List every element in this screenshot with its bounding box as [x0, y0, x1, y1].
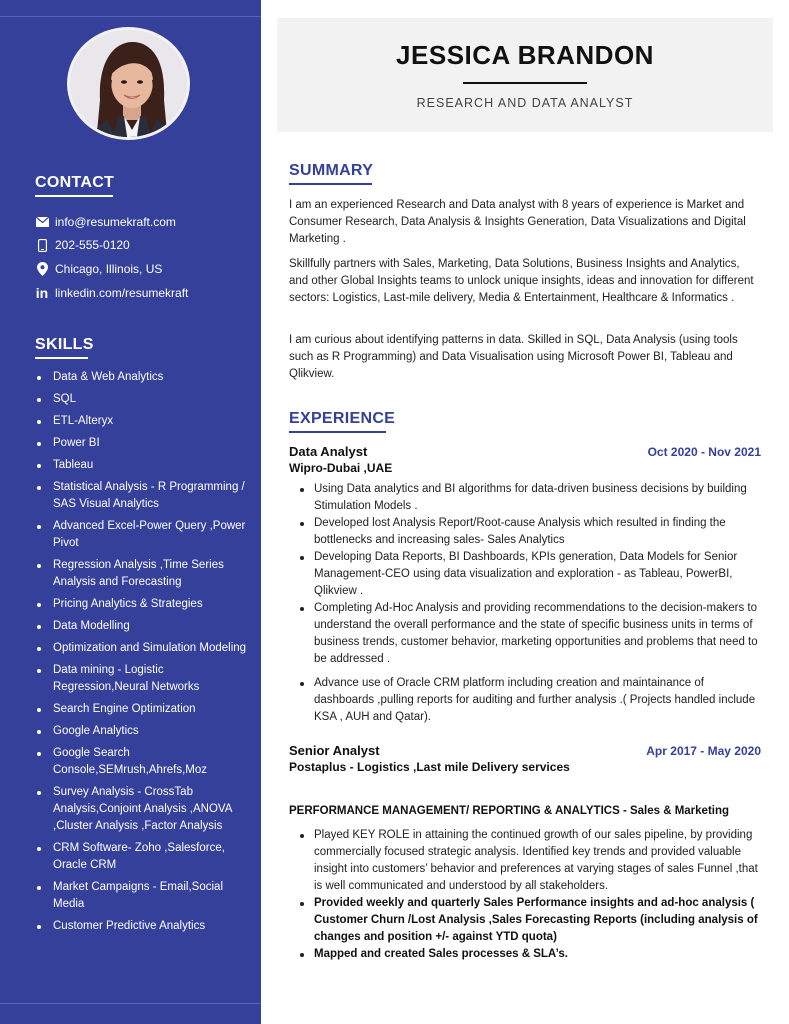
job-title: Senior Analyst [289, 743, 380, 758]
skill-item: Data & Web Analytics [35, 369, 250, 386]
skills-list [35, 369, 250, 940]
job-dates: Apr 2017 - May 2020 [646, 744, 761, 758]
job-dates: Oct 2020 - Nov 2021 [647, 445, 761, 459]
profile-photo [70, 30, 190, 140]
contact-email[interactable] [35, 214, 176, 230]
contact-phone-text: 202-555-0120 [55, 238, 130, 252]
resume-header [277, 18, 773, 132]
contact-location [35, 261, 162, 277]
skill-item: ETL-Alteryx [35, 413, 250, 430]
skill-item: Google Analytics [35, 723, 250, 740]
contact-linkedin[interactable] [35, 285, 188, 301]
contact-phone[interactable] [35, 237, 130, 253]
job-company: Postaplus - Logistics ,Last mile Delivery services [289, 760, 570, 774]
job-bullet: Mapped and created Sales processes & SLA’s. [314, 946, 764, 963]
linkedin-icon: in [35, 285, 49, 301]
job-subheading: PERFORMANCE MANAGEMENT/ REPORTING & ANALYTICS - Sales & Marketing [289, 805, 730, 817]
skills-heading-underline [35, 357, 88, 359]
phone-icon [35, 238, 49, 252]
skill-item: Survey Analysis - CrossTab Analysis,Conjoint Analysis ,ANOVA ,Cluster Analysis ,Factor Analysis [35, 784, 250, 835]
name-divider [463, 82, 587, 84]
contact-linkedin-text: linkedin.com/resumekraft [55, 286, 189, 300]
candidate-name: JESSICA BRANDON [396, 40, 654, 70]
sidebar-top-divider [0, 16, 261, 17]
experience-heading: EXPERIENCE [289, 410, 396, 427]
skill-item: Data mining - Logistic Regression,Neural Networks [35, 662, 250, 696]
job-bullets [314, 481, 764, 726]
contact-heading-underline [35, 195, 113, 197]
email-icon [35, 215, 49, 229]
contact-email-text: info@resumekraft.com [55, 215, 176, 229]
skill-item: Customer Predictive Analytics [35, 918, 250, 935]
skill-item: Tableau [35, 457, 250, 474]
job-bullets [314, 827, 764, 963]
skill-item: Optimization and Simulation Modeling [35, 640, 250, 657]
job-bullet: Played KEY ROLE in attaining the continued growth of our sales pipeline, by providing commercially focused strategic analysis. Identified key trends and provided valuable insight into customers’ behavior and preferences at varying stages of sales Funnel ,that is well communicated and understood by all stakeholders. [314, 827, 764, 895]
summary-paragraph: I am an experienced Research and Data analyst with 8 years of experience is Market and Consumer Research, Data Analysis & Insights Generation, Data Visualizations and Digital Marketing . [289, 199, 746, 245]
location-icon [35, 262, 49, 276]
skill-item: Regression Analysis ,Time Series Analysis and Forecasting [35, 557, 250, 591]
skills-heading: SKILLS [35, 336, 94, 353]
job-bullet: Developing Data Reports, BI Dashboards, KPIs generation, Data Models for Senior Management-CEO using data visualization and exploration - as Tableau, PowerBI, Qlikview . [314, 549, 764, 600]
skill-item: Statistical Analysis - R Programming / SAS Visual Analytics [35, 479, 250, 513]
skill-item: Pricing Analytics & Strategies [35, 596, 250, 613]
contact-heading: CONTACT [35, 174, 115, 191]
skill-item: Power BI [35, 435, 250, 452]
job-bullet: Using Data analytics and BI algorithms for data-driven business decisions by building Stimulation Models . [314, 481, 764, 515]
job-bullet: Completing Ad-Hoc Analysis and providing recommendations to the decision-makers to understand the overall performance and the state of specific business units in terms of business trends, customer behavior, marketing opportunities and problems that need to be addressed . [314, 600, 764, 668]
job-bullet: Developed lost Analysis Report/Root-cause Analysis which resulted in finding the bottlenecks and increasing sales- Sales Analytics [314, 515, 764, 549]
sidebar-bottom-divider [0, 1003, 261, 1004]
job-bullet: Provided weekly and quarterly Sales Performance insights and ad-hoc analysis ( Customer Churn /Lost Analysis ,Sales Forecasting Reports (including analysis of changes and position +/- against YTD quota) [314, 895, 764, 946]
job-title: Data Analyst [289, 444, 368, 459]
skill-item: SQL [35, 391, 250, 408]
sidebar [0, 0, 261, 1024]
contact-location-text: Chicago, Illinois, US [55, 262, 163, 276]
skill-item: Search Engine Optimization [35, 701, 250, 718]
summary-heading-underline [289, 183, 372, 185]
summary-heading: SUMMARY [289, 162, 374, 179]
job-company: Wipro-Dubai ,UAE [289, 461, 393, 475]
candidate-role: RESEARCH AND DATA ANALYST [416, 96, 634, 110]
skill-item: Data Modelling [35, 618, 250, 635]
job-bullet: Advance use of Oracle CRM platform including creation and maintainance of dashboards ,pulling reports for auditing and further analysis .( Projects handled include KSA , AUH and Qatar). [314, 675, 764, 726]
avatar [67, 27, 190, 140]
experience-heading-underline [289, 431, 386, 433]
skill-item: Market Campaigns - Email,Social Media [35, 879, 250, 913]
skill-item: Google Search Console,SEMrush,Ahrefs,Moz [35, 745, 250, 779]
skill-item: Advanced Excel-Power Query ,Power Pivot [35, 518, 250, 552]
summary-paragraph: Skillfully partners with Sales, Marketing, Data Solutions, Business Insights and Analytics, and other Global Insights teams to unlock unique insights, ideas and innovation for different sectors: Logistics, Last-mile delivery, Media & Entertainment, Healthcare & Informatics . [289, 258, 754, 304]
skill-item: CRM Software- Zoho ,Salesforce, Oracle CRM [35, 840, 250, 874]
summary-paragraph: I am curious about identifying patterns in data. Skilled in SQL, Data Analysis (using tools such as R Programming) and Data Visualisation using Microsoft Power BI, Tableau and Qlikview. [289, 334, 738, 380]
